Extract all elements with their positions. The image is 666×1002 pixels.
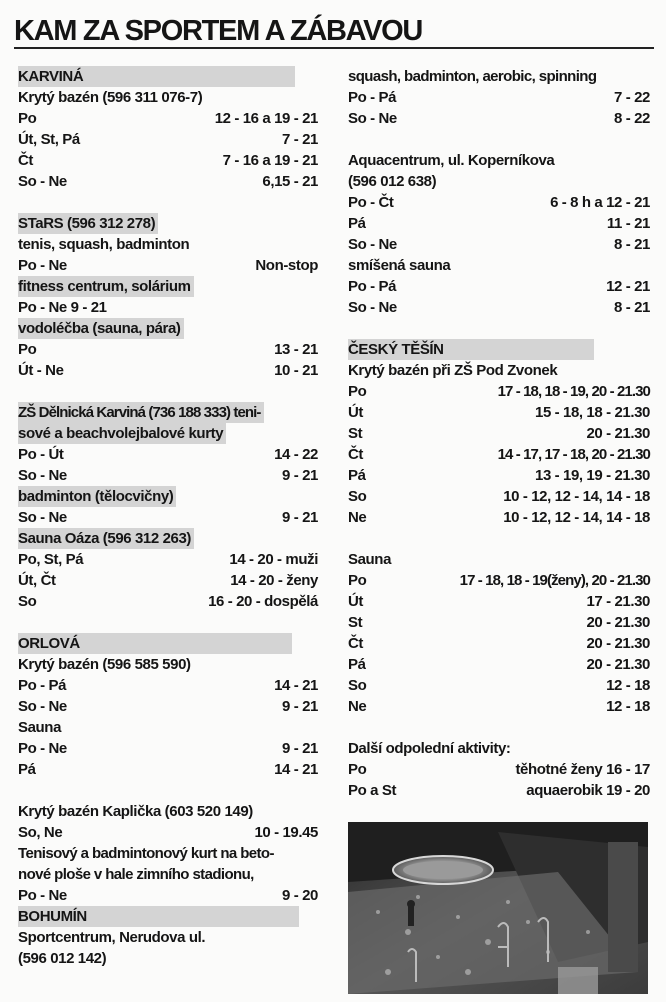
venue-text: Krytý bazén (596 311 076-7) xyxy=(18,89,203,106)
schedule-hours: 9 - 21 xyxy=(282,740,318,757)
venue-line xyxy=(18,297,318,318)
schedule-days: Út, Čt xyxy=(18,572,56,589)
schedule-days: Pá xyxy=(348,215,366,232)
section-gap xyxy=(348,717,650,738)
schedule-days: Út - Ne xyxy=(18,362,64,379)
left-column xyxy=(18,66,318,969)
venue-text: vodoléčba (sauna, pára) xyxy=(18,318,184,339)
schedule-row xyxy=(18,171,318,192)
schedule-days: So - Ne xyxy=(18,698,67,715)
schedule-hours: 8 - 21 xyxy=(614,236,650,253)
schedule-hours: 12 - 18 xyxy=(606,677,650,694)
schedule-days: Ne xyxy=(348,698,367,715)
schedule-days: St xyxy=(348,614,363,631)
schedule-days: Po - Ne xyxy=(18,257,67,274)
schedule-hours: 16 - 20 - dospělá xyxy=(208,593,318,610)
schedule-days: Po xyxy=(348,761,367,778)
venue-line xyxy=(348,255,650,276)
schedule-row xyxy=(348,654,650,675)
venue-line xyxy=(18,864,318,885)
schedule-row xyxy=(18,507,318,528)
schedule-days: So xyxy=(348,677,367,694)
schedule-days: Po, St, Pá xyxy=(18,551,84,568)
schedule-hours: 10 - 12, 12 - 14, 14 - 18 xyxy=(503,488,650,505)
venue-text: Krytý bazén (596 585 590) xyxy=(18,656,191,673)
schedule-row xyxy=(348,444,650,465)
schedule-row xyxy=(348,213,650,234)
venue-text: squash, badminton, aerobic, spinning xyxy=(348,68,597,85)
town-heading xyxy=(18,906,318,927)
schedule-row xyxy=(348,381,650,402)
schedule-hours: 12 - 21 xyxy=(606,278,650,295)
schedule-hours: 7 - 16 a 19 - 21 xyxy=(222,152,318,169)
section-gap xyxy=(348,129,650,150)
schedule-hours: 20 - 21.30 xyxy=(586,635,650,652)
schedule-row xyxy=(348,87,650,108)
schedule-row xyxy=(18,759,318,780)
schedule-row xyxy=(348,486,650,507)
schedule-hours: 14 - 20 - ženy xyxy=(230,572,318,589)
schedule-row xyxy=(18,738,318,759)
venue-line xyxy=(18,318,318,339)
schedule-hours: 17 - 18, 18 - 19(ženy), 20 - 21.30 xyxy=(459,572,650,589)
schedule-row xyxy=(348,675,650,696)
schedule-hours: 20 - 21.30 xyxy=(586,614,650,631)
schedule-hours: 17 - 21.30 xyxy=(586,593,650,610)
schedule-hours: 13 - 21 xyxy=(274,341,318,358)
venue-line xyxy=(18,87,318,108)
schedule-days: Po a St xyxy=(348,782,397,799)
schedule-days: Po - Út xyxy=(18,446,64,463)
schedule-days: So - Ne xyxy=(18,467,67,484)
section-gap xyxy=(18,192,318,213)
section-gap xyxy=(18,612,318,633)
venue-line xyxy=(348,171,650,192)
venue-line xyxy=(18,423,318,444)
page-title: KAM ZA SPORTEM A ZÁBAVOU xyxy=(14,15,423,47)
town-heading xyxy=(348,339,650,360)
schedule-days: Po - Pá xyxy=(18,677,67,694)
schedule-days: Po xyxy=(348,383,367,400)
venue-text: Sauna xyxy=(348,551,392,568)
schedule-hours: 7 - 22 xyxy=(614,89,650,106)
venue-line xyxy=(18,927,318,948)
schedule-days: Út xyxy=(348,404,364,421)
schedule-hours: 9 - 21 xyxy=(282,509,318,526)
venue-line xyxy=(18,801,318,822)
schedule-row xyxy=(18,675,318,696)
schedule-row xyxy=(348,759,650,780)
schedule-hours: 15 - 18, 18 - 21.30 xyxy=(535,404,650,421)
schedule-days: So xyxy=(348,488,367,505)
schedule-days: So, Ne xyxy=(18,824,63,841)
schedule-hours: 10 - 12, 12 - 14, 14 - 18 xyxy=(503,509,650,526)
schedule-row xyxy=(18,150,318,171)
schedule-hours: 10 - 21 xyxy=(274,362,318,379)
schedule-days: So xyxy=(18,593,37,610)
schedule-days: So - Ne xyxy=(18,509,67,526)
schedule-row xyxy=(18,570,318,591)
town-heading-text: BOHUMÍN xyxy=(18,906,299,927)
schedule-row xyxy=(348,633,650,654)
venue-text: Další odpolední aktivity: xyxy=(348,740,511,757)
schedule-hours: 13 - 19, 19 - 21.30 xyxy=(535,467,650,484)
schedule-hours: 6,15 - 21 xyxy=(262,173,318,190)
town-heading xyxy=(18,66,318,87)
town-heading-text: ORLOVÁ xyxy=(18,633,292,654)
venue-text: fitness centrum, solárium xyxy=(18,276,194,297)
venue-line xyxy=(18,234,318,255)
schedule-days: So - Ne xyxy=(348,110,397,127)
schedule-row xyxy=(18,885,318,906)
venue-line xyxy=(18,276,318,297)
schedule-row xyxy=(18,549,318,570)
section-gap xyxy=(348,528,650,549)
schedule-days: Po xyxy=(348,572,367,589)
venue-text: sové a beachvolejbalové kurty xyxy=(18,423,226,444)
schedule-row xyxy=(348,570,650,591)
town-heading xyxy=(18,633,318,654)
schedule-row xyxy=(348,507,650,528)
schedule-row xyxy=(348,192,650,213)
schedule-row xyxy=(348,612,650,633)
schedule-hours: 14 - 21 xyxy=(274,677,318,694)
schedule-hours: 10 - 19.45 xyxy=(254,824,318,841)
venue-line xyxy=(18,486,318,507)
schedule-hours: Non-stop xyxy=(255,257,318,274)
venue-text: (596 012 638) xyxy=(348,173,437,190)
schedule-hours: 8 - 21 xyxy=(614,299,650,316)
schedule-hours: 9 - 21 xyxy=(282,467,318,484)
schedule-days: Po - Pá xyxy=(348,89,397,106)
venue-line xyxy=(18,528,318,549)
schedule-days: Čt xyxy=(348,446,364,463)
swimming-pool-photo xyxy=(348,822,648,994)
schedule-row xyxy=(348,591,650,612)
schedule-row xyxy=(348,297,650,318)
schedule-row xyxy=(348,276,650,297)
schedule-days: Po - Čt xyxy=(348,194,394,211)
schedule-days: Po - Ne xyxy=(18,887,67,904)
venue-text: STaRS (596 312 278) xyxy=(18,213,158,234)
venue-text: nové ploše v hale zimního stadionu, xyxy=(18,866,254,883)
schedule-row xyxy=(348,234,650,255)
schedule-row xyxy=(18,465,318,486)
schedule-row xyxy=(348,696,650,717)
schedule-row xyxy=(18,822,318,843)
schedule-row xyxy=(348,465,650,486)
venue-line xyxy=(348,66,650,87)
schedule-hours: 7 - 21 xyxy=(282,131,318,148)
schedule-days: Po xyxy=(18,341,37,358)
venue-text: smíšená sauna xyxy=(348,257,451,274)
town-heading-text: KARVINÁ xyxy=(18,66,295,87)
section-gap xyxy=(18,381,318,402)
schedule-days: Čt xyxy=(348,635,364,652)
schedule-row xyxy=(18,339,318,360)
schedule-row xyxy=(348,423,650,444)
schedule-days: St xyxy=(348,425,363,442)
venue-text: Sauna Oáza (596 312 263) xyxy=(18,528,194,549)
schedule-days: Pá xyxy=(348,467,366,484)
schedule-row xyxy=(348,108,650,129)
venue-line xyxy=(18,717,318,738)
venue-line xyxy=(18,843,318,864)
venue-text: Aquacentrum, ul. Koperníkova xyxy=(348,152,555,169)
schedule-days: So - Ne xyxy=(348,236,397,253)
schedule-days: Út xyxy=(348,593,364,610)
schedule-days: Po - Pá xyxy=(348,278,397,295)
venue-text: Krytý bazén Kaplička (603 520 149) xyxy=(18,803,253,820)
schedule-row xyxy=(18,696,318,717)
schedule-hours: 9 - 21 xyxy=(282,698,318,715)
section-gap xyxy=(348,318,650,339)
venue-line xyxy=(18,213,318,234)
section-gap xyxy=(18,780,318,801)
schedule-row xyxy=(18,360,318,381)
venue-text: badminton (tělocvičny) xyxy=(18,486,176,507)
town-heading-text: ČESKÝ TĚŠÍN xyxy=(348,339,594,360)
schedule-days: So - Ne xyxy=(348,299,397,316)
schedule-row xyxy=(18,255,318,276)
schedule-days: Po - Ne xyxy=(18,740,67,757)
schedule-row xyxy=(18,591,318,612)
title-rule xyxy=(14,47,654,49)
venue-text: tenis, squash, badminton xyxy=(18,236,190,253)
schedule-hours: 11 - 21 xyxy=(606,215,650,232)
schedule-days: Čt xyxy=(18,152,34,169)
venue-text: Krytý bazén při ZŠ Pod Zvonek xyxy=(348,362,558,379)
schedule-hours: 14 - 22 xyxy=(274,446,318,463)
venue-text: (596 012 142) xyxy=(18,950,107,967)
schedule-row xyxy=(18,444,318,465)
schedule-hours: 8 - 22 xyxy=(614,110,650,127)
schedule-hours: 6 - 8 h a 12 - 21 xyxy=(550,194,650,211)
schedule-hours: 14 - 21 xyxy=(274,761,318,778)
schedule-hours: 17 - 18, 18 - 19, 20 - 21.30 xyxy=(497,383,650,400)
schedule-hours: 14 - 17, 17 - 18, 20 - 21.30 xyxy=(497,446,650,463)
venue-line xyxy=(348,360,650,381)
schedule-days: Ne xyxy=(348,509,367,526)
schedule-days: Pá xyxy=(348,656,366,673)
venue-text: Po - Ne 9 - 21 xyxy=(18,299,107,316)
schedule-days: Pá xyxy=(18,761,36,778)
schedule-row xyxy=(18,108,318,129)
schedule-row xyxy=(348,402,650,423)
schedule-hours: 20 - 21.30 xyxy=(586,656,650,673)
right-column xyxy=(348,66,650,801)
schedule-hours: 9 - 20 xyxy=(282,887,318,904)
venue-text: ZŠ Dělnická Karviná (736 188 333) teni- xyxy=(18,402,264,423)
venue-line xyxy=(348,549,650,570)
schedule-hours: 12 - 18 xyxy=(606,698,650,715)
schedule-hours: těhotné ženy 16 - 17 xyxy=(515,761,650,778)
venue-line xyxy=(18,948,318,969)
venue-text: Sauna xyxy=(18,719,62,736)
schedule-hours: 14 - 20 - muži xyxy=(229,551,318,568)
schedule-days: Po xyxy=(18,110,37,127)
venue-text: Sportcentrum, Nerudova ul. xyxy=(18,929,206,946)
venue-line xyxy=(348,150,650,171)
schedule-row xyxy=(348,780,650,801)
venue-line xyxy=(18,402,318,423)
venue-line xyxy=(348,738,650,759)
schedule-row xyxy=(18,129,318,150)
venue-text: Tenisový a badmintonový kurt na beto- xyxy=(18,845,274,862)
schedule-days: Út, St, Pá xyxy=(18,131,80,148)
schedule-hours: aquaerobik 19 - 20 xyxy=(526,782,650,799)
venue-line xyxy=(18,654,318,675)
schedule-hours: 20 - 21.30 xyxy=(586,425,650,442)
schedule-days: So - Ne xyxy=(18,173,67,190)
schedule-hours: 12 - 16 a 19 - 21 xyxy=(214,110,318,127)
